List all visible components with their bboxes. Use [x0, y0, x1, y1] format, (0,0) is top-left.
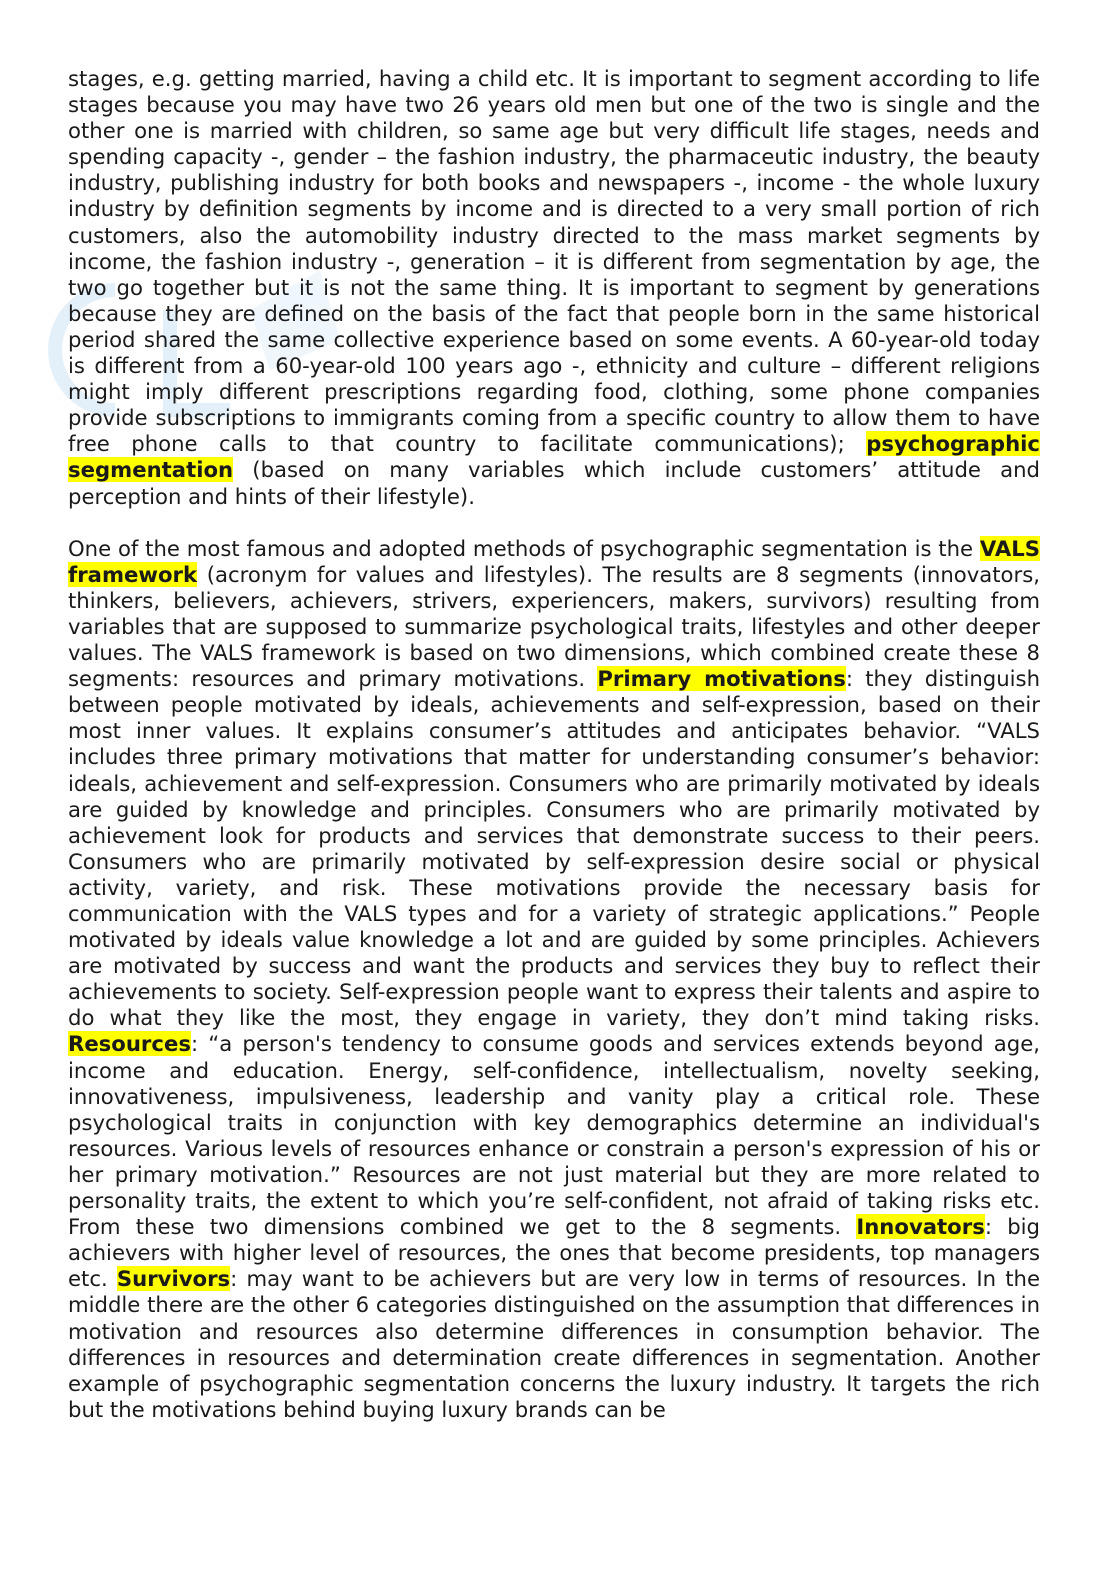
highlighted-term: Innovators [856, 1214, 985, 1240]
text-run: stages, e.g. getting married, having a child etc. It is important to segment according to life stages because you may have two 26 years old men but one of the two is single and the other one is married with children, so same age but very difficult life stages, needs and spending capacity -, gender – the fashion industry, the pharmaceutic industry, the beauty industry, publishing industry for both books and newspapers -, income - the whole luxury industry by definition segments by income and is directed to a very small portion of rich customers, also the automobility industry directed to the mass market segments by income, the fashion industry -, generation – it is different from segmentation by age, the two go together but it is not the same thing. It is important to segment by generations because they are defined on the basis of the fact that people born in the same historical period shared the same collective experience based on some events. A 60-year-old today is different from a 60-year-old 100 years ago -, ethnicity and culture – different religions might imply different prescriptions regarding food, clothing, some phone companies provide subscriptions to immigrants coming from a specific country to allow them to have free phone calls to that country to facilitate communications); [68, 66, 1040, 457]
text-run: : “a person's tendency to consume goods and services extends beyond age, income and education. Energy, self-confidence, intellectualism, novelty seeking, innovativeness, impulsiveness, leadership and vanity play a critical role. These psychological traits in conjunction with key demographics determine an individual's resources. Various levels of resources enhance or constrain a person's expression of his or her primary motivation.” Resources are not just material but they are more related to personality traits, the extent to which you’re self-confident, not afraid of taking risks etc. From these two dimensions combined we get to the 8 segments. [68, 1031, 1040, 1240]
highlighted-term: VALS framework [68, 535, 1040, 587]
text-run: (acronym for values and lifestyles). The results are 8 segments (innovators, thinkers, believers, achievers, strivers, experiencers, makers, survivors) resulting from variables that are supposed to summarize psychological traits, lifestyles and other deeper values. The VALS framework is based on two dimensions, which combined create these 8 segments: resources and primary motivations. [68, 561, 1040, 692]
text-run: One of the most famous and adopted methods of psychographic segmentation is the [68, 535, 980, 561]
text-run: : they distinguish between people motivated by ideals, achievements and self-expression, based on their most inner values. It explains consumer’s attitudes and anticipates behavior. “VALS includes three primary motivations that matter for understanding consumer’s behavior: ideals, achievement and self-expression. Consumers who are primarily motivated by ideals are guided by knowledge and principles. Consumers who are primarily motivated by achievement look for products and services that demonstrate success to their peers. Consumers who are primarily motivated by self-expression desire social or physical activity, variety, and risk. These motivations provide the necessary basis for communication with the VALS types and for a variety of strategic applications.” People motivated by ideals value knowledge a lot and are guided by some principles. Achievers are motivated by success and want the products and services they buy to reflect their achievements to society. Self-expression people want to express their talents and aspire to do what they like the most, they engage in variety, they don’t mind taking risks. [68, 666, 1040, 1031]
paragraph [68, 66, 1040, 510]
text-run: : may want to be achievers but are very low in terms of resources. In the middle there are the other 6 categories distinguished on the assumption that differences in motivation and resources also determine differences in consumption behavior. The differences in resources and determination create differences in segmentation. Another example of psychographic segmentation concerns the luxury industry. It targets the rich but the motivations behind buying luxury brands can be [68, 1266, 1041, 1422]
document-page [68, 66, 1040, 1423]
highlighted-term: Resources [68, 1031, 191, 1057]
highlighted-term: Primary motivations [597, 666, 846, 692]
highlighted-term: psychographic segmentation [68, 431, 1040, 483]
text-run: (based on many variables which include customers’ attitude and perception and hints of their lifestyle). [68, 457, 1040, 509]
highlighted-term: Survivors [116, 1266, 231, 1292]
text-run: : big achievers with higher level of resources, the ones that become presidents, top managers etc. [68, 1214, 1040, 1292]
paragraph [68, 536, 1040, 1423]
